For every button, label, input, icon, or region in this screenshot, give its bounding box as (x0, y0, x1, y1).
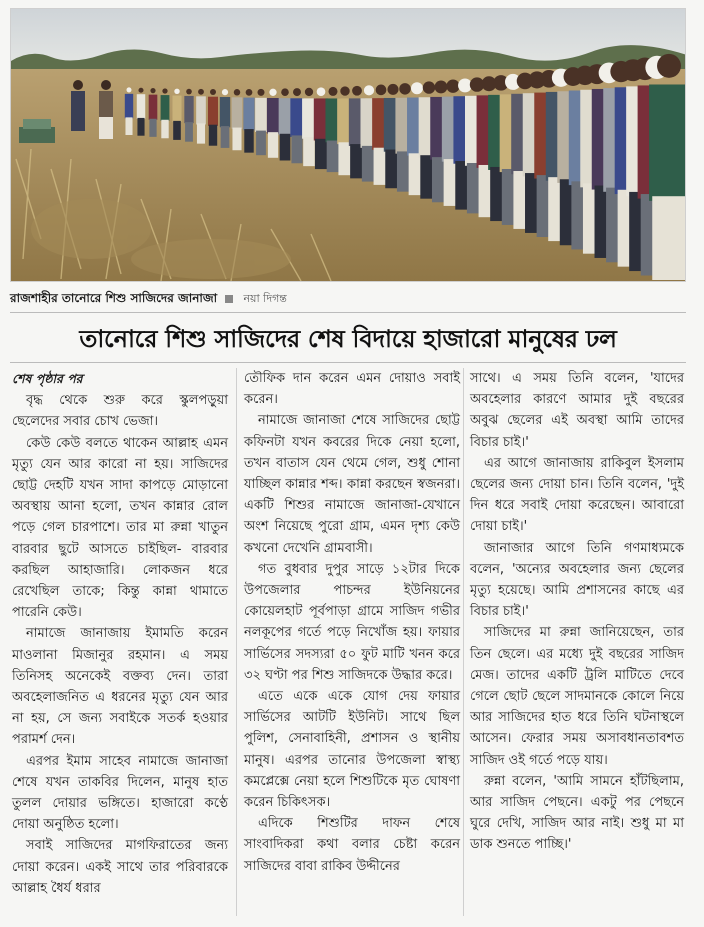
crowd-person-legs (137, 118, 144, 136)
crowd-person-torso (649, 84, 686, 200)
caption-text: রাজশাহীর তানোরে শিশু সাজিদের জানাজা (10, 291, 218, 305)
article-column-2 (244, 368, 460, 877)
column-divider (463, 368, 464, 916)
crowd-person-torso (196, 96, 206, 124)
crowd-person-legs (161, 120, 168, 139)
crowd-person-head (423, 81, 435, 93)
crowd-person-torso (232, 97, 243, 128)
crowd-person-head (246, 89, 253, 96)
crowd-person-head (210, 89, 216, 95)
crowd-person-legs (256, 131, 266, 156)
crowd-person-head (376, 85, 387, 96)
crowd-person-head (340, 86, 349, 95)
headline: তানোরে শিশু সাজিদের শেষ বিদায়ে হাজারো মানুষের ঢল (79, 325, 617, 353)
crowd-person-legs (185, 122, 193, 142)
crowd-person-legs (268, 132, 278, 158)
crowd-person-legs (149, 119, 156, 137)
paragraph: বৃদ্ধ থেকে শুরু করে স্কুলপড়ুয়া ছেলেদের সবার চোখ ভেজা। (12, 393, 228, 430)
crowd-person-head (222, 89, 228, 95)
crowd-person-legs (244, 129, 253, 153)
paragraph: সবাই সাজিদের মাগফিরাতের জন্য দোয়া করেন। একই সাথে তার পরিবারকে আল্লাহ ধৈর্য ধরার (12, 838, 228, 896)
divider (10, 312, 686, 313)
crowd-person-head (186, 89, 192, 95)
crowd-person-torso (279, 98, 292, 135)
crowd-person-head (364, 85, 374, 95)
paragraph: এদিকে শিশুটির দাফন শেষে সাংবাদিকরা কথা বলার চেষ্টা করেন সাজিদের বাবা রাকিব উদ্দীনের (244, 816, 460, 874)
crowd-person-head (150, 88, 155, 93)
crowd-person-head (293, 88, 301, 96)
crowd-person-torso (243, 98, 254, 131)
crowd-person-torso (267, 98, 279, 134)
paragraph: গত বুধবার দুপুর সাড়ে ১২টার দিকে উপজেলার পাচন্দর ইউনিয়নের কোয়েলহাট পূর্বপাড়া গ্রামে সাজিদ গভীর নলকূপের গর্তে পড়ে নিখোঁজ হয়। ফায়ার সার্ভিসের সদস্যরা ৫০ ফুট মাটি খনন করে ৩২ ঘণ্টা পর শিশু সাজিদকে উদ্ধার করে। (244, 561, 460, 683)
crowd-person-head (435, 80, 448, 93)
crowd-person-torso (137, 94, 145, 119)
crowd-person-head (657, 54, 681, 78)
crowd-person-head (281, 88, 289, 96)
crowd-person-legs (350, 144, 364, 178)
caption-source: নয়া দিগন্ত (243, 292, 287, 305)
crowd-person-legs (303, 137, 315, 166)
paragraph: সাথে। এ সময় তিনি বলেন, 'যাদের অবহেলার কারণে আমার দুই বছরের অবুঝ ছেলের এই অবস্থা আমি তাদের বিচার চাই।' (470, 371, 684, 450)
square-bullet-icon (225, 295, 233, 303)
article-column-1 (12, 368, 228, 899)
crowd-person-legs (221, 126, 230, 148)
crowd-person-torso (172, 96, 181, 122)
crowd-person-head (387, 84, 398, 95)
crowd-person-legs (197, 123, 205, 143)
crowd-person-head (446, 79, 459, 92)
crowd-person-legs (173, 121, 181, 140)
column-divider (236, 368, 237, 916)
crowd-person-torso (220, 97, 230, 127)
crowd-person-torso (125, 94, 133, 119)
paragraph: জানাজার আগে তিনি গণমাধ্যমকে বলেন, 'অন্যের অবহেলার জন্য ছেলের মৃত্যু হয়েছে। আমি প্রশাসনের কাছে এর বিচার চাই।' (470, 540, 684, 620)
paragraph: নামাজে জানাজা শেষে সাজিদের ছোট্ট কফিনটা যখন কবরের দিকে নেয়া হলো, তখন বাতাস যেন থেমে গেল, শুধু শোনা যাচ্ছিল কান্নার শব্দ। কান্না করছেন স্বজনরা। একটি শিশুর নামাজে জানাজা-যেখানে অংশ নিয়েছে পুরো গ্রাম, এমন দৃশ্য কেউ কখনো দেখেনি গ্রামবাসী। (244, 413, 460, 556)
crowd-person-head (257, 89, 264, 96)
paragraph: এতে একে একে যোগ দেয় ফায়ার সার্ভিসের আটটি ইউনিট। সাথে ছিল পুলিশ, সেনাবাহিনী, প্রশাসন ও স্থানীয় মানুষ। এরপর তানোর উপজেলা স্বাস্থ্য কমপ্লেক্সে নেয়া হলে শিশুটিকে মৃত ঘোষণা করেন চিকিৎসক। (244, 689, 460, 811)
crowd-person-legs (232, 128, 241, 151)
crowd-person-head (126, 87, 131, 92)
crowd-person-head (234, 89, 240, 95)
crowd-person-head (411, 82, 423, 94)
paragraph: কেউ কেউ বলতে থাকেন আল্লাহ এমন মৃত্যু যেন আর কারো না হয়। সাজিদের ছোট্ট দেহটি যখন সাদা কাপড়ে মোড়ানো অবস্থায় আনা হলো, তখন কান্নার রোল পড়ে গেল চারপাশে। তার মা রুন্না খাতুন বারবার ছুটে আসতে চাইছিল- বারবার করছিল আহাজারি। লোকজন ধরে রেখেছিল তাকে; কিন্তু কান্না থামাতে পারেনি কেউ। (12, 435, 228, 621)
crowd-person-head (162, 88, 167, 93)
paragraph: এরপর ইমাম সাহেব নামাজে জানাজা শেষে যখন তাকবির দিলেন, মানুষ হাত তুলল দোয়ার ভঙ্গিতে। হাজারো কণ্ঠে দোয়া অনুষ্ঠিত হলো। (12, 753, 228, 833)
paragraph: সাজিদের মা রুন্না জানিয়েছেন, তার তিন ছেলে। এর মধ্যে দুই বছরের সাজিদ মেজ। তাদের একটি ট্রলি মাটিতে দেবে গেলে ছোট ছেলে সাদমানকে কোলে নিয়ে আর সাজিদের হাত ধরে তিনি ঘটনাস্থলে আসেন। ফেরার সময় অসাবধানতাবশত সাজিদ ওই গর্তে পড়ে যায়। (470, 625, 684, 768)
crowd-person-head (269, 89, 276, 96)
paragraph: তৌফিক দান করেন এমন দোয়াও সবাই করেন। (244, 371, 460, 408)
crowd-person-torso (184, 96, 193, 123)
crowd-person-legs (280, 134, 291, 161)
crowd-person-torso (149, 95, 158, 120)
funeral-prayer-crowd-photo-icon (11, 9, 686, 282)
article-column-3 (470, 368, 684, 856)
crowd-person-head (138, 88, 143, 93)
crowd-person-legs (338, 142, 351, 175)
crowd-person-head (352, 86, 362, 96)
kicker: শেষ পৃষ্ঠার পর (12, 371, 83, 386)
crowd-person-torso (208, 97, 218, 126)
crowd-person-head (328, 87, 337, 96)
crowd-person-head (174, 89, 179, 94)
funeral-photo (10, 8, 686, 282)
crowd-person-legs (291, 135, 302, 163)
crowd-person-head (198, 89, 204, 95)
crowd-person-legs (315, 139, 327, 169)
crowd-person-head (305, 88, 313, 96)
crowd-person-head (317, 87, 326, 96)
crowd-person-legs (125, 117, 132, 135)
crowd-person-torso (161, 95, 170, 121)
paragraph: এর আগে জানাজায় রাকিবুল ইসলাম ছেলের জন্য দোয়া চান। তিনি বলেন, 'দুই দিন ধরে সবাই দোয়া করেছেন। আবারো দোয়া চাই।' (470, 455, 684, 535)
paragraph: নামাজে জানাজায় ইমামতি করেন মাওলানা মিজানুর রহমান। এ সময় তিনিসহ অনেকেই বক্তব্য দেন। তারা অবহেলাজনিত এ ধরনের মৃত্যু যেন আর না হয়, সে জন্য সবাইকে সতর্ক হওয়ার পরামর্শ দেন। (12, 626, 228, 748)
crowd-person-legs (327, 141, 340, 173)
crowd-person-torso (290, 98, 303, 137)
crowd-person-legs (209, 125, 217, 146)
divider (10, 362, 686, 363)
crowd-person-legs (652, 196, 686, 280)
crowd-person-torso (255, 98, 267, 132)
crowd-person-head (399, 83, 410, 94)
paragraph: রুন্না বলেন, 'আমি সামনে হাঁটছিলাম, আর সাজিদ পেছনে। একটু পর পেছনে ঘুরে দেখি, সাজিদ আর নাই। শুধু মা মা ডাক শুনতে পাচ্ছি।' (470, 773, 684, 853)
photo-caption (10, 288, 686, 308)
